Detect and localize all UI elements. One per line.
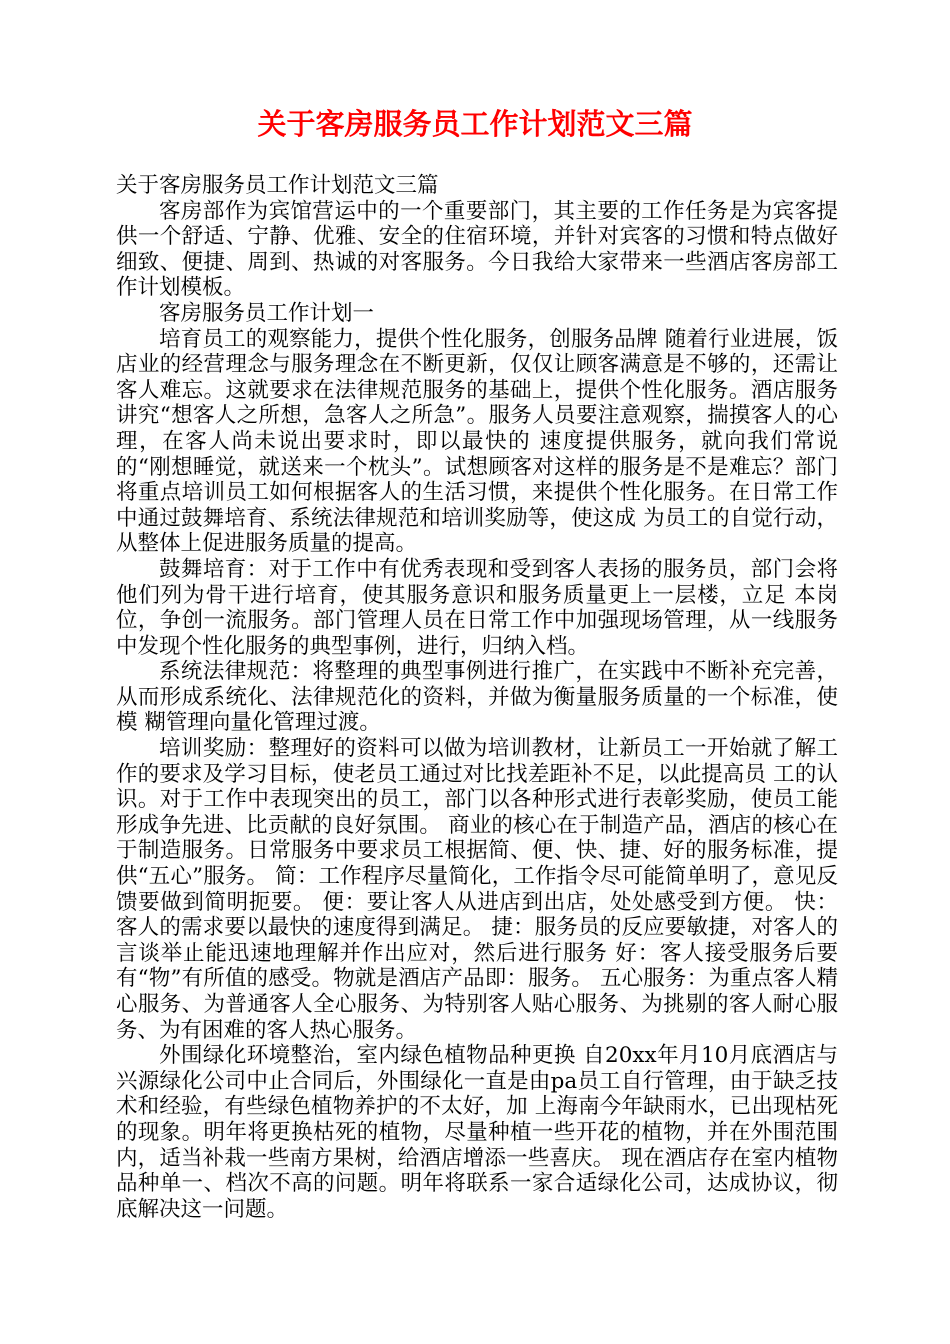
paragraph-section-title: 客房服务员工作计划一 (159, 300, 375, 326)
paragraph-encouragement: 鼓舞培育：对于工作中有优秀表现和受到客人表扬的服务员，部门会将他们列为骨干进行培育，使其服务意识和服务质量更上一层楼，立足 本岗位，争创一流服务。部门管理人员在日常工作中加强现场管理，从一线服务中发现个性化服务的典型事例，进行，归纳入档。 (116, 556, 838, 659)
document-title: 关于客房服务员工作计划范文三篇 (257, 107, 693, 141)
paragraph-observation: 培育员工的观察能力，提供个性化服务，创服务品牌 随着行业进展，饭店业的经营理念与服务理念在不断更新，仅仅让顾客满意是不够的，还需让客人难忘。这就要求在法律规范服务的基础上，提供个性化服务。酒店服务讲究“想客人之所想，急客人之所急”。服务人员要注意观察，揣摸客人的心理，在客人尚未说出要求时，即以最快的 速度提供服务，就向我们常说的“刚想睡觉，就送来一个枕头”。试想顾客对这样的服务是不是难忘？部门将重点培训员工如何根据客人的生活习惯，来提供个性化服务。在日常工作中通过鼓舞培育、系统法律规范和培训奖励等，使这成 为员工的自觉行动，从整体上促进服务质量的提高。 (116, 326, 838, 557)
paragraph-greening: 外围绿化环境整治，室内绿色植物品种更换 自20xx年月10月底酒店与兴源绿化公司中止合同后，外围绿化一直是由pa员工自行管理，由于缺乏技术和经验，有些绿色植物养护的不太好，加 上海南今年缺雨水，已出现枯死的现象。明年将更换枯死的植物，尽量种植一些开花的植物，并在外围范围内，适当补栽一些南方果树，给酒店增添一些喜庆。 现在酒店存在室内植物品种单一、档次不高的问题。明年将联系一家合适绿化公司，达成协议，彻底解决这一问题。 (116, 1043, 838, 1222)
paragraph-intro: 客房部作为宾馆营运中的一个重要部门，其主要的工作任务是为宾客提供一个舒适、宁静、优雅、安全的住宿环境，并针对宾客的习惯和特点做好细致、便捷、周到、热诚的对客服务。今日我给大家带来一些酒店客房部工作计划模板。 (116, 198, 838, 301)
paragraph-training: 培训奖励：整理好的资料可以做为培训教材，让新员工一开始就了解工作的要求及学习目标，使老员工通过对比找差距补不足，以此提高员 工的认识。对于工作中表现突出的员工，部门以各种形式进行表彰奖励，使员工能形成争先进、比贡献的良好氛围。 商业的核心在于制造产品，酒店的核心在于制造服务。日常服务中要求员工根据简、便、快、捷、好的服务标准，提供“五心”服务。 简：工作程序尽量简化，工作指令尽可能简单明了，意见反馈要做到简明扼要。 便：要让客人从进店到出店，处处感受到方便。 快：客人的需求要以最快的速度得到满足。 捷：服务员的反应要敏捷，对客人的言谈举止能迅速地理解并作出应对，然后进行服务 好：客人接受服务后要有“物”有所值的感受。物就是酒店产品即：服务。 五心服务：为重点客人精心服务、为普通客人全心服务、为特别客人贴心服务、为挑剔的客人耐心服务、为有困难的客人热心服务。 (116, 736, 838, 1043)
paragraph-heading: 关于客房服务员工作计划范文三篇 (116, 173, 439, 198)
document-body (116, 173, 838, 1222)
paragraph-standardization: 系统法律规范：将整理的典型事例进行推广，在实践中不断补充完善，从而形成系统化、法律规范化的资料，并做为衡量服务质量的一个标准，使模 糊管理向量化管理过渡。 (116, 659, 838, 736)
